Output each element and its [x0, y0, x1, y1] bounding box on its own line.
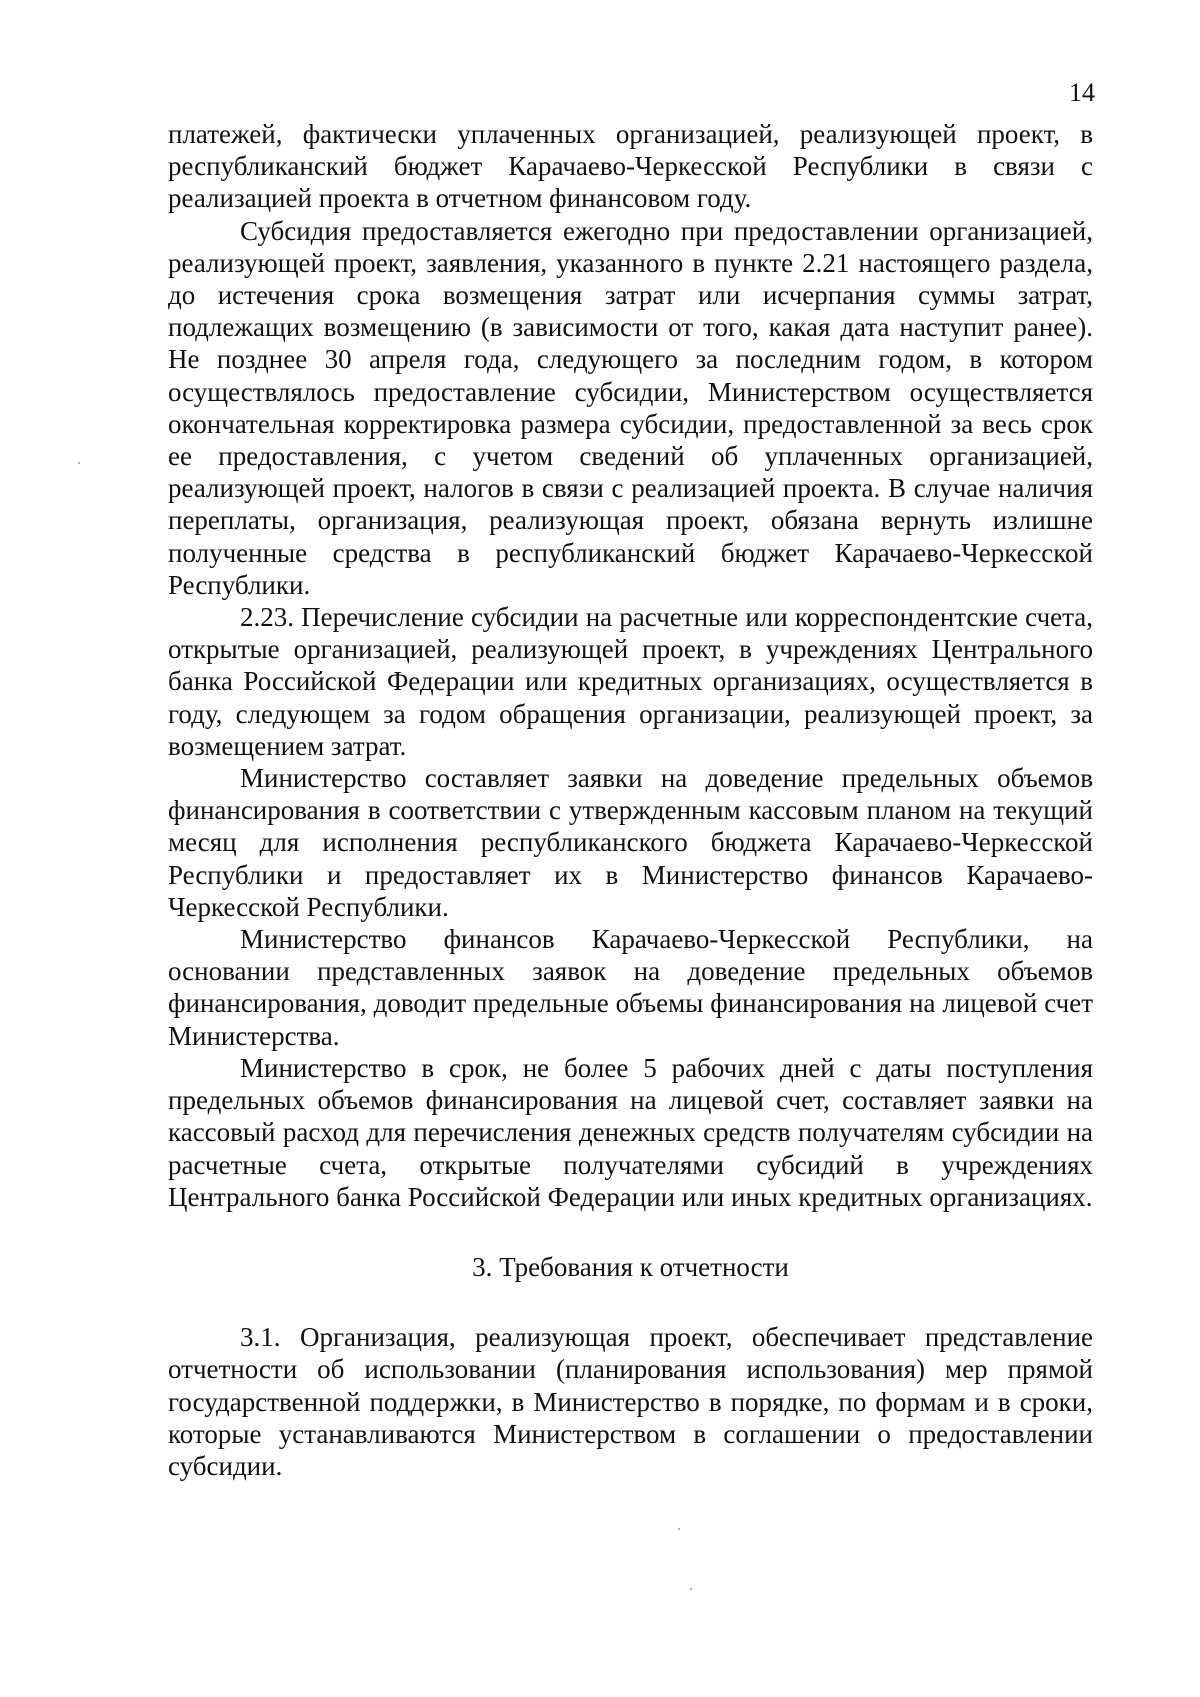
scan-speck: [690, 1588, 692, 1590]
document-body: [168, 118, 1093, 1482]
paragraph-ministry-requests: Министерство составляет заявки на доведение предельных объемов финансирования в соответствии с утвержденным кассовым планом на текущий месяц для исполнения республиканского бюджета Карачаево-Черкесской Республики и предоставляет их в Министерство финансов Карачаево-Черкесской Республики.: [168, 763, 1093, 922]
page-number: 14: [1069, 78, 1095, 107]
scan-speck: [78, 462, 80, 464]
paragraph-cash-expense: Министерство в срок, не более 5 рабочих дней с даты поступления предельных объемов финансирования на лицевой счет, составляет заявки на кассовый расход для перечисления денежных средств получателям субсидии на расчетные счета, открытые получателями субсидий в учреждениях Центрального банка Российской Федерации или иных кредитных организациях.: [168, 1052, 1093, 1212]
paragraph-3-1-reporting: 3.1. Организация, реализующая проект, обеспечивает представление отчетности об использовании (планирования использования) мер прямой государственной поддержки, в Министерство в порядке, по формам и в сроки, которые устанавливаются Министерством в соглашении о предоставлении субсидии.: [168, 1322, 1093, 1481]
paragraph-2-23-transfer: 2.23. Перечисление субсидии на расчетные или корреспондентские счета, открытые организацией, реализующей проект, в учреждениях Центрального банка Российской Федерации или кредитных организациях, осуществляется в году, следующем за годом обращения организации, реализующей проект, за возмещением затрат.: [168, 602, 1093, 761]
paragraph-finance-ministry: Министерство финансов Карачаево-Черкесской Республики, на основании представленных заявок на доведение предельных объемов финансирования, доводит предельные объемы финансирования на лицевой счет Министерства.: [168, 924, 1093, 1051]
section-heading: 3. Требования к отчетности: [472, 1251, 789, 1282]
paragraph-subsidy-annual: Субсидия предоставляется ежегодно при предоставлении организацией, реализующей проект, заявления, указанного в пункте 2.21 настоящего раздела, до истечения срока возмещения затрат или исчерпания суммы затрат, подлежащих возмещению (в зависимости от того, какая дата наступит ранее). Не позднее 30 апреля года, следующего за последним годом, в котором осуществлялось предоставление субсидии, Министерством осуществляется окончательная корректировка размера субсидии, предоставленной за весь срок ее предоставления, с учетом сведений об уплаченных организацией, реализующей проект, налогов в связи с реализацией проекта. В случае наличия переплаты, организация, реализующая проект, обязана вернуть излишне полученные средства в республиканский бюджет Карачаево-Черкесской Республики.: [168, 215, 1093, 600]
scan-speck: [678, 1528, 680, 1530]
paragraph-continuation: платежей, фактически уплаченных организацией, реализующей проект, в республиканский бюджет Карачаево-Черкесской Республики в связи с реализацией проекта в отчетном финансовом году.: [168, 119, 1093, 214]
